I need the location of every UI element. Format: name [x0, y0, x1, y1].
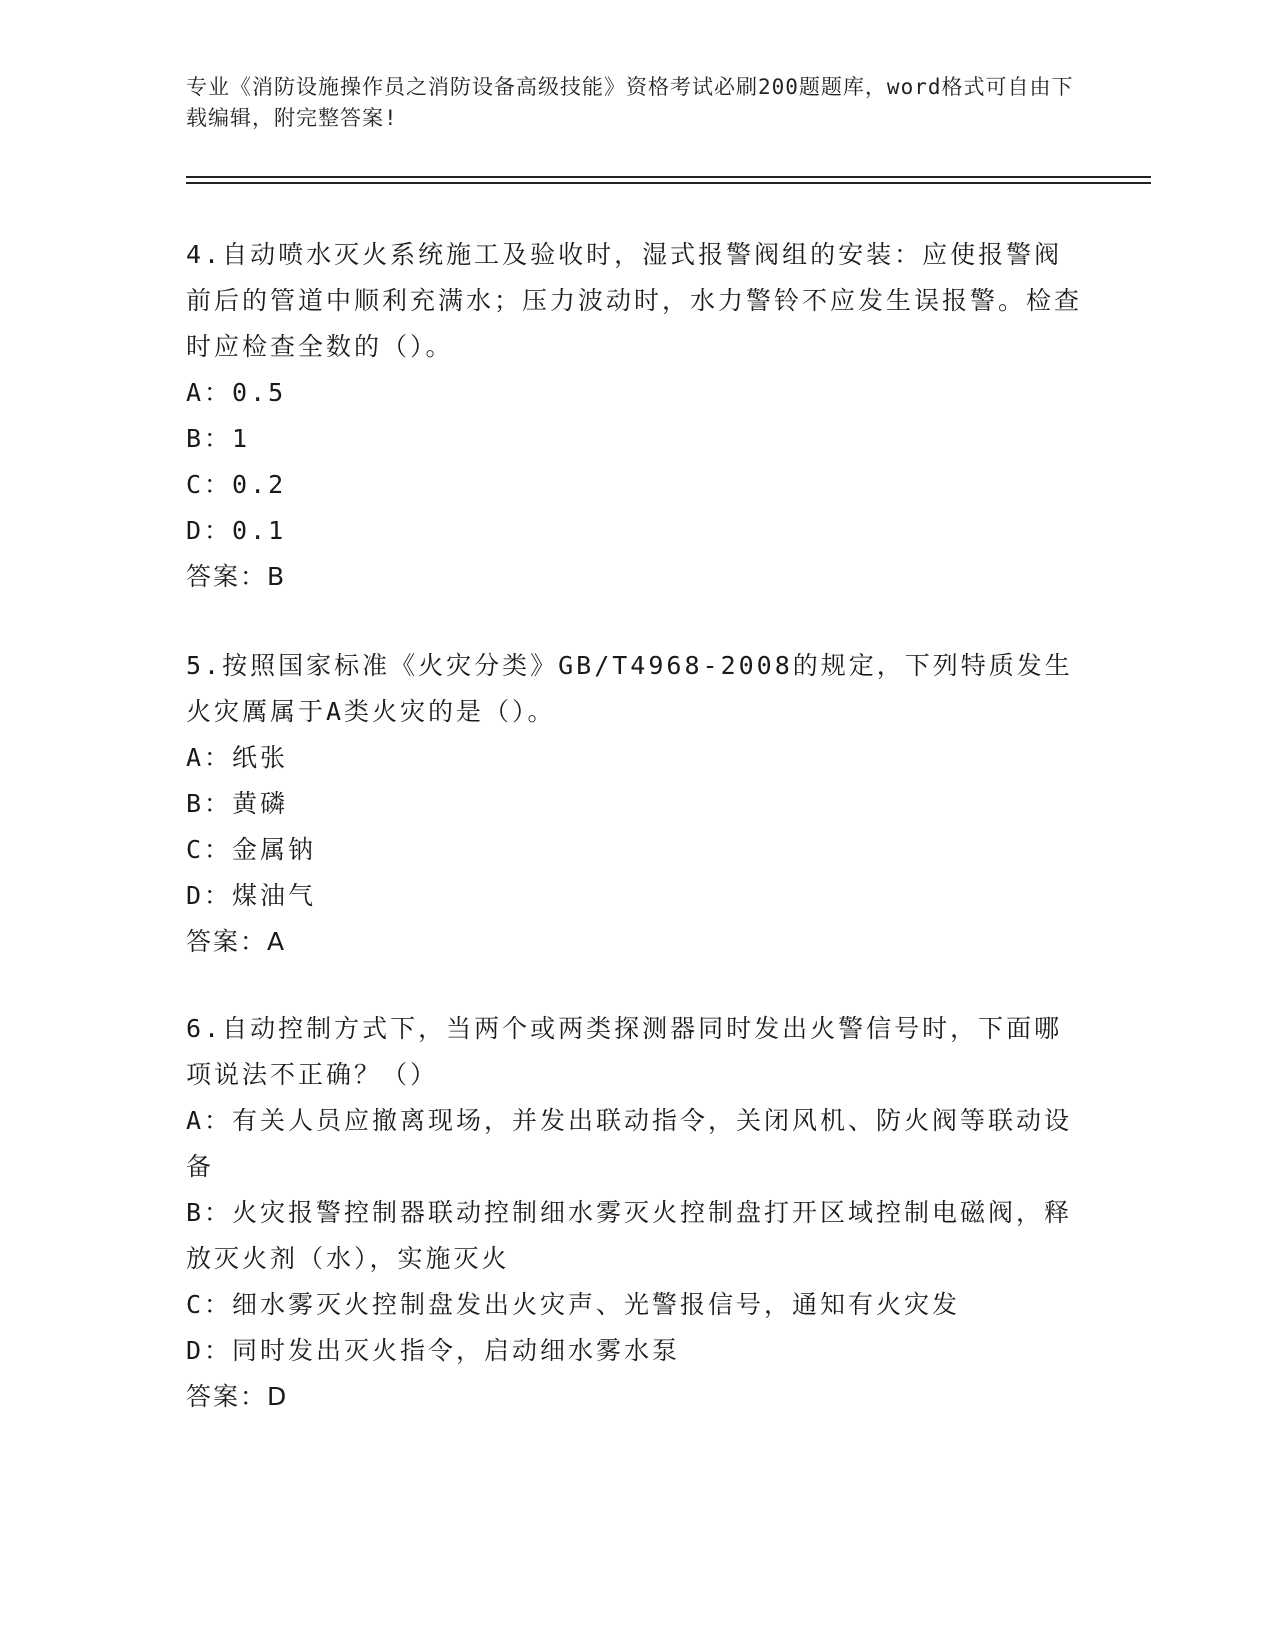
option-d: D：同时发出灭火指令，启动细水雾水泵: [186, 1336, 681, 1365]
question-6: [186, 1006, 1086, 1420]
option-a: A：有关人员应撤离现场，并发出联动指令，关闭风机、防火阀等联动设备: [186, 1106, 1073, 1181]
option-b: B：火灾报警控制器联动控制细水雾灭火控制盘打开区域控制电磁阀，释放灭火剂（水），实施灭火: [186, 1198, 1073, 1273]
question-stem: 5.按照国家标准《火灾分类》GB/T4968-2008的规定，下列特质发生火灾厲属于A类火灾的是（）。: [186, 651, 1073, 726]
option-c: C：0.2: [186, 470, 287, 499]
question-4: [186, 232, 1086, 600]
answer: 答案：A: [186, 927, 287, 956]
answer: 答案：B: [186, 562, 287, 591]
question-stem: 4.自动喷水灭火系统施工及验收时，湿式报警阀组的安装：应使报警阀前后的管道中顺利充满水；压力波动时，水力警铃不应发生误报警。检查时应检查全数的（）。: [186, 240, 1083, 361]
option-a: A：0.5: [186, 378, 287, 407]
answer: 答案：D: [186, 1382, 289, 1411]
option-c: C：细水雾灭火控制盘发出火灾声、光警报信号，通知有火灾发: [186, 1290, 961, 1319]
question-5: [186, 643, 1086, 965]
question-stem: 6.自动控制方式下，当两个或两类探测器同时发出火警信号时，下面哪项说法不正确？（）: [186, 1014, 1063, 1089]
header-divider-top: [186, 176, 1151, 178]
document-header: 专业《消防设施操作员之消防设备高级技能》资格考试必刷200题题库，word格式可自由下载编辑，附完整答案!: [186, 75, 1074, 130]
option-b: B：1: [186, 424, 251, 453]
option-b: B：黄磷: [186, 789, 289, 818]
option-c: C：金属钠: [186, 835, 317, 864]
option-d: D：0.1: [186, 516, 287, 545]
header-divider-bottom: [186, 182, 1151, 184]
option-d: D：煤油气: [186, 881, 317, 910]
option-a: A：纸张: [186, 743, 289, 772]
